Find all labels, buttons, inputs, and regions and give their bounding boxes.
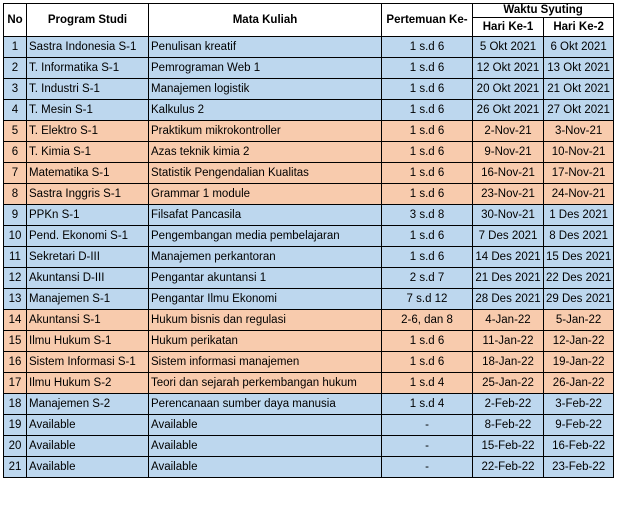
cell-day-1[interactable]: 4-Jan-22 xyxy=(473,310,544,331)
cell-course[interactable]: Azas teknik kimia 2 xyxy=(149,142,382,163)
cell-program[interactable]: T. Mesin S-1 xyxy=(27,100,149,121)
cell-no[interactable]: 1 xyxy=(4,37,27,58)
cell-course[interactable]: Available xyxy=(149,457,382,478)
cell-day-1[interactable]: 12 Okt 2021 xyxy=(473,58,544,79)
cell-day-1[interactable]: 25-Jan-22 xyxy=(473,373,544,394)
cell-day-1[interactable]: 18-Jan-22 xyxy=(473,352,544,373)
cell-day-2[interactable]: 3-Feb-22 xyxy=(544,394,614,415)
cell-no[interactable]: 20 xyxy=(4,436,27,457)
cell-program[interactable]: Sastra Indonesia S-1 xyxy=(27,37,149,58)
cell-day-2[interactable]: 17-Nov-21 xyxy=(544,163,614,184)
table-row xyxy=(4,268,614,289)
cell-no[interactable]: 5 xyxy=(4,121,27,142)
cell-meeting[interactable]: 1 s.d 6 xyxy=(382,121,473,142)
cell-course[interactable]: Statistik Pengendalian Kualitas xyxy=(149,163,382,184)
cell-day-2[interactable]: 10-Nov-21 xyxy=(544,142,614,163)
cell-course[interactable]: Available xyxy=(149,415,382,436)
cell-course[interactable]: Filsafat Pancasila xyxy=(149,205,382,226)
cell-meeting[interactable]: 2 s.d 7 xyxy=(382,268,473,289)
cell-day-1[interactable]: 15-Feb-22 xyxy=(473,436,544,457)
cell-course[interactable]: Kalkulus 2 xyxy=(149,100,382,121)
cell-no[interactable]: 16 xyxy=(4,352,27,373)
cell-no[interactable]: 6 xyxy=(4,142,27,163)
cell-day-2[interactable]: 19-Jan-22 xyxy=(544,352,614,373)
cell-program[interactable]: Available xyxy=(27,415,149,436)
cell-meeting[interactable]: 1 s.d 4 xyxy=(382,373,473,394)
cell-no[interactable]: 4 xyxy=(4,100,27,121)
table-row xyxy=(4,352,614,373)
cell-day-2[interactable]: 21 Okt 2021 xyxy=(544,79,614,100)
cell-day-1[interactable]: 5 Okt 2021 xyxy=(473,37,544,58)
table-row xyxy=(4,184,614,205)
cell-program[interactable]: Ilmu Hukum S-2 xyxy=(27,373,149,394)
table-row xyxy=(4,58,614,79)
cell-day-2[interactable]: 16-Feb-22 xyxy=(544,436,614,457)
header-meeting[interactable]: Pertemuan Ke- xyxy=(382,4,473,37)
cell-meeting[interactable]: 1 s.d 6 xyxy=(382,58,473,79)
cell-meeting[interactable]: 1 s.d 6 xyxy=(382,79,473,100)
table-row xyxy=(4,121,614,142)
cell-day-2[interactable]: 23-Feb-22 xyxy=(544,457,614,478)
cell-program[interactable]: T. Kimia S-1 xyxy=(27,142,149,163)
cell-program[interactable]: Sistem Informasi S-1 xyxy=(27,352,149,373)
cell-program[interactable]: Pend. Ekonomi S-1 xyxy=(27,226,149,247)
cell-course[interactable]: Manajemen logistik xyxy=(149,79,382,100)
header-no[interactable]: No xyxy=(4,4,27,37)
cell-day-2[interactable]: 6 Okt 2021 xyxy=(544,37,614,58)
cell-course[interactable]: Penulisan kreatif xyxy=(149,37,382,58)
cell-program[interactable]: T. Industri S-1 xyxy=(27,79,149,100)
cell-meeting[interactable]: 1 s.d 6 xyxy=(382,37,473,58)
cell-meeting[interactable]: - xyxy=(382,415,473,436)
header-day-2[interactable]: Hari Ke-2 xyxy=(544,18,614,37)
cell-day-2[interactable]: 27 Okt 2021 xyxy=(544,100,614,121)
cell-meeting[interactable]: 1 s.d 6 xyxy=(382,226,473,247)
cell-meeting[interactable]: - xyxy=(382,436,473,457)
cell-day-2[interactable]: 5-Jan-22 xyxy=(544,310,614,331)
table-row xyxy=(4,226,614,247)
cell-program[interactable]: Sastra Inggris S-1 xyxy=(27,184,149,205)
cell-program[interactable]: T. Elektro S-1 xyxy=(27,121,149,142)
table-row xyxy=(4,436,614,457)
table-row xyxy=(4,247,614,268)
cell-course[interactable]: Manajemen perkantoran xyxy=(149,247,382,268)
cell-course[interactable]: Teori dan sejarah perkembangan hukum xyxy=(149,373,382,394)
cell-program[interactable]: T. Informatika S-1 xyxy=(27,58,149,79)
table-row xyxy=(4,100,614,121)
header-shoot-time[interactable]: Waktu Syuting xyxy=(473,4,614,18)
schedule-sheet xyxy=(3,3,614,478)
cell-course[interactable]: Praktikum mikrokontroller xyxy=(149,121,382,142)
cell-day-2[interactable]: 15 Des 2021 xyxy=(544,247,614,268)
cell-day-1[interactable]: 2-Feb-22 xyxy=(473,394,544,415)
cell-no[interactable]: 15 xyxy=(4,331,27,352)
table-header xyxy=(4,4,614,37)
cell-no[interactable]: 17 xyxy=(4,373,27,394)
cell-day-2[interactable]: 13 Okt 2021 xyxy=(544,58,614,79)
cell-day-1[interactable]: 16-Nov-21 xyxy=(473,163,544,184)
cell-day-1[interactable]: 11-Jan-22 xyxy=(473,331,544,352)
cell-day-1[interactable]: 20 Okt 2021 xyxy=(473,79,544,100)
table-row xyxy=(4,205,614,226)
cell-no[interactable]: 11 xyxy=(4,247,27,268)
table-row xyxy=(4,394,614,415)
cell-no[interactable]: 7 xyxy=(4,163,27,184)
table-row xyxy=(4,37,614,58)
cell-meeting[interactable]: 1 s.d 6 xyxy=(382,163,473,184)
cell-no[interactable]: 13 xyxy=(4,289,27,310)
cell-no[interactable]: 12 xyxy=(4,268,27,289)
cell-no[interactable]: 9 xyxy=(4,205,27,226)
cell-day-1[interactable]: 22-Feb-22 xyxy=(473,457,544,478)
table-row xyxy=(4,289,614,310)
cell-no[interactable]: 14 xyxy=(4,310,27,331)
cell-program[interactable]: Matematika S-1 xyxy=(27,163,149,184)
cell-day-2[interactable]: 9-Feb-22 xyxy=(544,415,614,436)
table-row xyxy=(4,142,614,163)
cell-day-1[interactable]: 26 Okt 2021 xyxy=(473,100,544,121)
cell-day-1[interactable]: 23-Nov-21 xyxy=(473,184,544,205)
cell-meeting[interactable]: 7 s.d 12 xyxy=(382,289,473,310)
cell-meeting[interactable]: - xyxy=(382,457,473,478)
cell-course[interactable]: Pengembangan media pembelajaran xyxy=(149,226,382,247)
cell-course[interactable]: Grammar 1 module xyxy=(149,184,382,205)
cell-no[interactable]: 10 xyxy=(4,226,27,247)
table-row xyxy=(4,457,614,478)
table-row xyxy=(4,163,614,184)
cell-day-1[interactable]: 8-Feb-22 xyxy=(473,415,544,436)
cell-course[interactable]: Available xyxy=(149,436,382,457)
cell-day-1[interactable]: 28 Des 2021 xyxy=(473,289,544,310)
cell-program[interactable]: Manajemen S-1 xyxy=(27,289,149,310)
cell-course[interactable]: Hukum bisnis dan regulasi xyxy=(149,310,382,331)
cell-day-1[interactable]: 14 Des 2021 xyxy=(473,247,544,268)
cell-program[interactable]: Available xyxy=(27,436,149,457)
cell-course[interactable]: Pengantar akuntansi 1 xyxy=(149,268,382,289)
table-row xyxy=(4,415,614,436)
cell-course[interactable]: Sistem informasi manajemen xyxy=(149,352,382,373)
table-body xyxy=(4,37,614,478)
cell-program[interactable]: Akuntansi S-1 xyxy=(27,310,149,331)
header-course[interactable]: Mata Kuliah xyxy=(149,4,382,37)
cell-course[interactable]: Perencanaan sumber daya manusia xyxy=(149,394,382,415)
cell-day-2[interactable]: 1 Des 2021 xyxy=(544,205,614,226)
cell-no[interactable]: 2 xyxy=(4,58,27,79)
cell-course[interactable]: Hukum perikatan xyxy=(149,331,382,352)
cell-day-1[interactable]: 21 Des 2021 xyxy=(473,268,544,289)
cell-course[interactable]: Pengantar Ilmu Ekonomi xyxy=(149,289,382,310)
cell-meeting[interactable]: 1 s.d 6 xyxy=(382,142,473,163)
table-row xyxy=(4,310,614,331)
cell-day-2[interactable]: 3-Nov-21 xyxy=(544,121,614,142)
cell-meeting[interactable]: 3 s.d 8 xyxy=(382,205,473,226)
cell-no[interactable]: 18 xyxy=(4,394,27,415)
cell-program[interactable]: Manajemen S-2 xyxy=(27,394,149,415)
cell-meeting[interactable]: 1 s.d 6 xyxy=(382,184,473,205)
cell-day-2[interactable]: 12-Jan-22 xyxy=(544,331,614,352)
cell-day-1[interactable]: 7 Des 2021 xyxy=(473,226,544,247)
header-day-1[interactable]: Hari Ke-1 xyxy=(473,18,544,37)
cell-no[interactable]: 19 xyxy=(4,415,27,436)
cell-program[interactable]: Ilmu Hukum S-1 xyxy=(27,331,149,352)
cell-day-1[interactable]: 2-Nov-21 xyxy=(473,121,544,142)
cell-day-1[interactable]: 30-Nov-21 xyxy=(473,205,544,226)
schedule-table xyxy=(3,3,614,478)
cell-day-2[interactable]: 22 Des 2021 xyxy=(544,268,614,289)
cell-course[interactable]: Pemrograman Web 1 xyxy=(149,58,382,79)
cell-day-2[interactable]: 8 Des 2021 xyxy=(544,226,614,247)
table-row xyxy=(4,373,614,394)
table-row xyxy=(4,79,614,100)
table-row xyxy=(4,331,614,352)
cell-meeting[interactable]: 1 s.d 6 xyxy=(382,352,473,373)
cell-meeting[interactable]: 1 s.d 6 xyxy=(382,331,473,352)
cell-program[interactable]: PPKn S-1 xyxy=(27,205,149,226)
cell-program[interactable]: Available xyxy=(27,457,149,478)
cell-meeting[interactable]: 1 s.d 6 xyxy=(382,247,473,268)
cell-meeting[interactable]: 2-6, dan 8 xyxy=(382,310,473,331)
cell-meeting[interactable]: 1 s.d 4 xyxy=(382,394,473,415)
cell-program[interactable]: Akuntansi D-III xyxy=(27,268,149,289)
cell-day-2[interactable]: 24-Nov-21 xyxy=(544,184,614,205)
cell-no[interactable]: 8 xyxy=(4,184,27,205)
cell-day-2[interactable]: 29 Des 2021 xyxy=(544,289,614,310)
cell-program[interactable]: Sekretari D-III xyxy=(27,247,149,268)
cell-no[interactable]: 3 xyxy=(4,79,27,100)
cell-meeting[interactable]: 1 s.d 6 xyxy=(382,100,473,121)
cell-day-2[interactable]: 26-Jan-22 xyxy=(544,373,614,394)
cell-day-1[interactable]: 9-Nov-21 xyxy=(473,142,544,163)
header-program[interactable]: Program Studi xyxy=(27,4,149,37)
cell-no[interactable]: 21 xyxy=(4,457,27,478)
